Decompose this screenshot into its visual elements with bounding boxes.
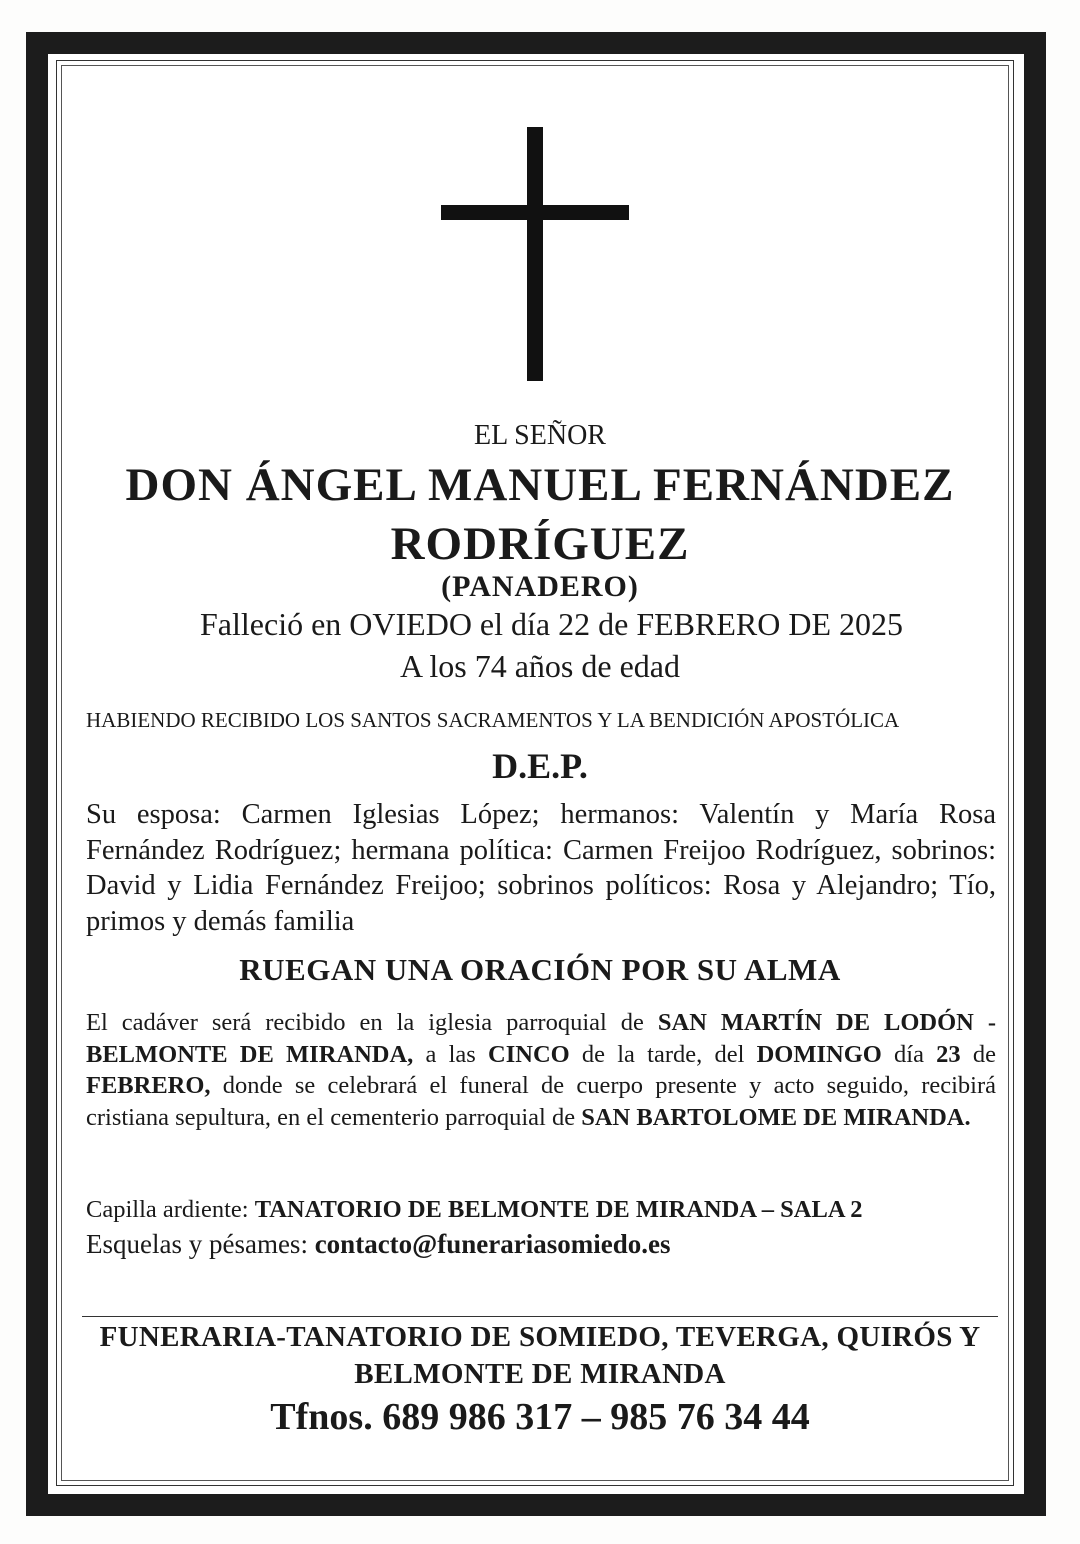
death-notice: Falleció en OVIEDO el día 22 de FEBRERO DE 2025: [200, 606, 903, 642]
cross-vertical-bar: [527, 127, 543, 381]
deceased-name-line1: DON ÁNGEL MANUEL FERNÁNDEZ: [125, 459, 955, 511]
honorific: EL SEÑOR: [474, 420, 606, 451]
chapel-value: TANATORIO DE BELMONTE DE MIRANDA – SALA 2: [254, 1196, 863, 1223]
service-month: FEBRERO,: [86, 1072, 211, 1099]
service-text-2: a las: [413, 1040, 489, 1068]
family-paragraph: Su esposa: Carmen Iglesias López; hermanos: Valentín y María Rosa Fernández Rodríguez; hermana política: Carmen Freijoo Rodríguez, sobrinos: David y Lidia Fernández Freijoo; sobrinos políticos: Rosa y Alejandro; Tío, primos y demás familia: [86, 799, 996, 937]
chapel-label: Capilla ardiente:: [86, 1196, 255, 1223]
funeral-home-phones: Tfnos. 689 986 317 – 985 76 34 44: [270, 1396, 810, 1438]
cross-horizontal-bar: [441, 205, 629, 220]
funeral-home-line1: FUNERARIA-TANATORIO DE SOMIEDO, TEVERGA, QUIRÓS Y: [99, 1321, 981, 1353]
service-text-6: donde se celebrará el funeral de cuerpo presente y acto seguido, recibirá cristiana sepultura, en el cementerio parroquial de: [86, 1072, 996, 1131]
condolences-label: Esquelas y pésames:: [86, 1229, 315, 1259]
service-text-5: de: [960, 1040, 997, 1068]
service-text-4: día: [881, 1040, 937, 1068]
service-text-3: de la tarde, del: [569, 1040, 757, 1068]
service-time: CINCO: [488, 1040, 570, 1068]
prayer-request: RUEGAN UNA ORACIÓN POR SU ALMA: [239, 952, 841, 987]
chapel-info: [86, 1196, 986, 1224]
funeral-home-line2: BELMONTE DE MIRANDA: [354, 1358, 726, 1390]
deceased-name-line2: RODRÍGUEZ: [390, 518, 690, 570]
footer-divider: [82, 1316, 998, 1317]
cemetery-name: SAN BARTOLOME DE MIRANDA.: [581, 1103, 971, 1131]
sacraments-notice: HABIENDO RECIBIDO LOS SANTOS SACRAMENTOS Y LA BENDICIÓN APOSTÓLICA: [86, 708, 900, 732]
condolences-email: contacto@funerariasomiedo.es: [314, 1229, 671, 1259]
church-name: SAN MARTÍN DE LODÓN - BELMONTE DE MIRANDA,: [86, 1009, 996, 1068]
service-date-day: 23: [936, 1040, 961, 1068]
service-text-1: El cadáver será recibido en la iglesia parroquial de: [86, 1009, 658, 1036]
service-paragraph: [86, 1007, 996, 1133]
dep-heading: D.E.P.: [492, 746, 588, 786]
condolences-info: [86, 1229, 986, 1260]
service-weekday: DOMINGO: [756, 1040, 882, 1068]
age-notice: A los 74 años de edad: [400, 648, 680, 684]
deceased-profession: (PANADERO): [441, 570, 639, 603]
